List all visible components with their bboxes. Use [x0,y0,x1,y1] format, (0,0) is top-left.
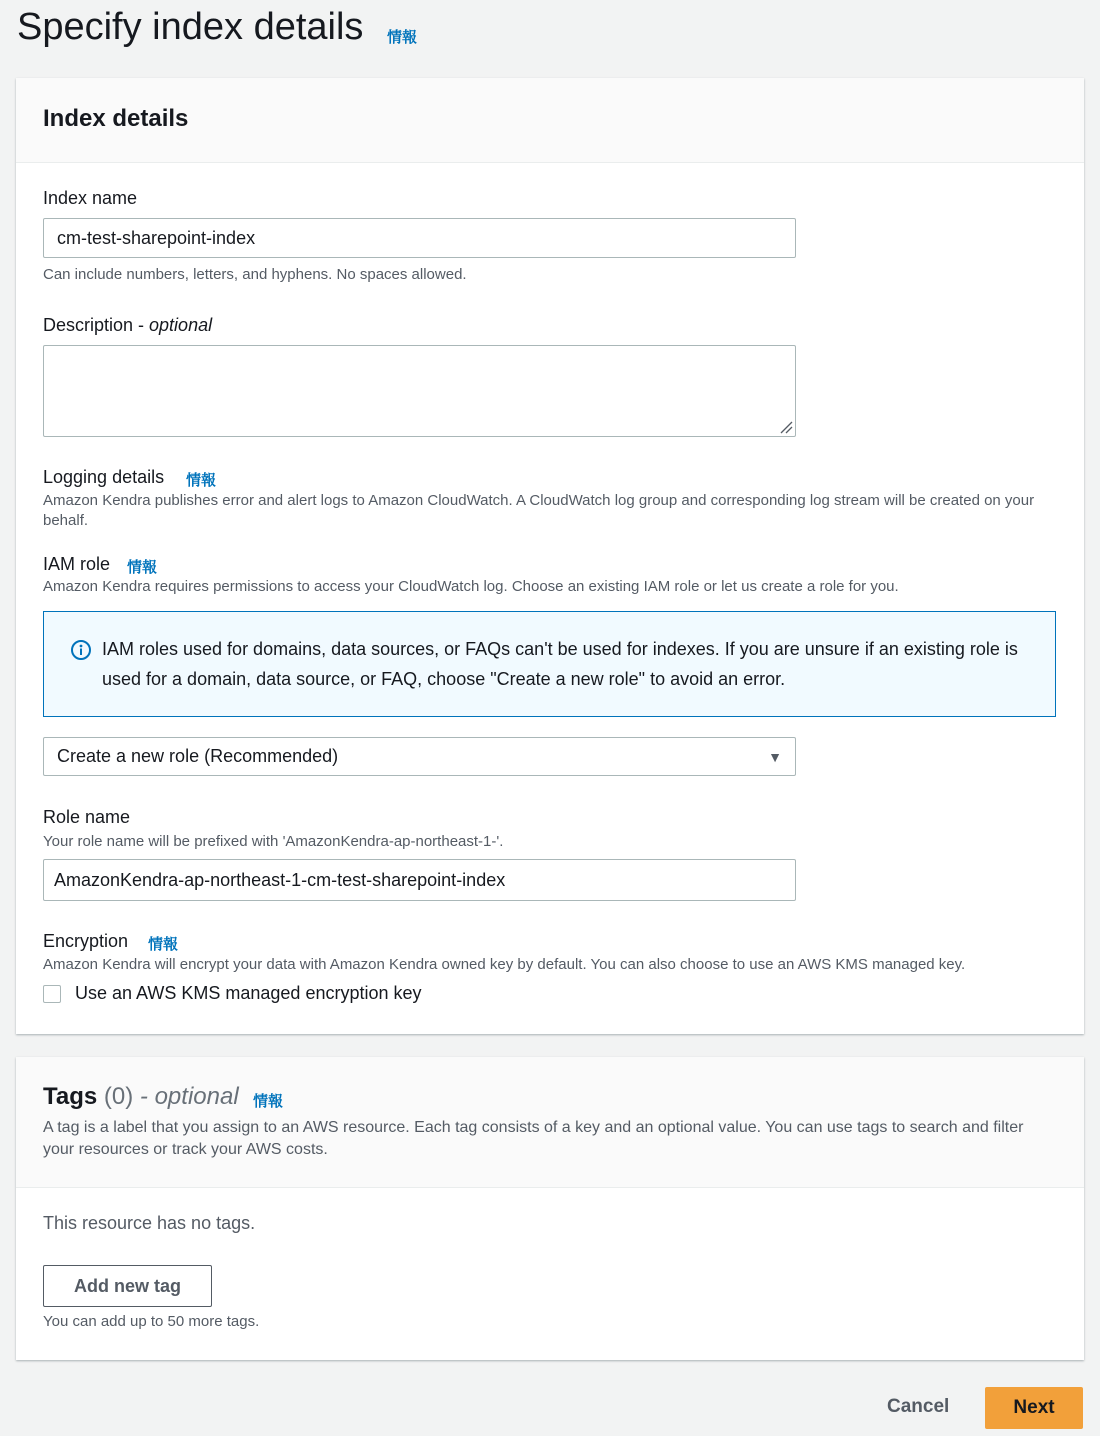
tags-hint: A tag is a label that you assign to an AWS resource. Each tag consists of a key and an optional value. You can use tags to search and filter your resources or track your AWS costs. [43,1119,1024,1158]
logging-hint: Amazon Kendra publishes error and alert logs to Amazon CloudWatch. A CloudWatch log group and corresponding log stream will be created on your behalf. [43,492,1035,529]
tags-panel [16,1057,1084,1360]
alert-text: IAM roles used for domains, data sources, or FAQs can't be used for indexes. If you are unsure if an existing role is used for a domain, data source, or FAQ, choose "Create a new role" to avoid an error. [102,639,1018,689]
panel-heading: Index details [43,105,189,132]
cancel-button[interactable]: Cancel [887,1396,950,1417]
no-tags-text: This resource has no tags. [43,1213,256,1233]
index-name-value: cm-test-sharepoint-index [57,227,256,248]
next-button[interactable]: Next [985,1387,1083,1429]
index-details-panel [16,78,1084,1034]
caret-down-icon: ▼ [768,748,782,765]
encryption-info-link[interactable]: 情報 [148,936,179,953]
page-info-link[interactable]: 情報 [387,29,418,46]
resize-handle-icon[interactable] [779,420,793,434]
index-name-input[interactable] [43,218,796,258]
kms-checkbox[interactable] [43,985,61,1003]
iam-info-link[interactable]: 情報 [127,559,158,576]
logging-label: Logging details [43,467,165,487]
encryption-label: Encryption [43,931,129,951]
logging-info-link[interactable]: 情報 [186,472,217,489]
tags-limit-hint: You can add up to 50 more tags. [43,1313,260,1330]
kms-checkbox-label[interactable]: Use an AWS KMS managed encryption key [75,983,422,1003]
encryption-hint: Amazon Kendra will encrypt your data with Amazon Kendra owned key by default. You can also choose to use an AWS KMS managed key. [43,956,966,973]
role-name-value: AmazonKendra-ap-northeast-1-cm-test-sharepoint-index [54,869,506,890]
add-new-tag-button[interactable]: Add new tag [43,1265,212,1307]
tags-heading: Tags (0) - optional [43,1083,239,1110]
iam-hint: Amazon Kendra requires permissions to access your CloudWatch log. Choose an existing IAM role or let us create a role for you. [43,578,899,595]
index-name-label: Index name [43,188,138,208]
iam-info-alert [43,611,1056,717]
description-textarea[interactable] [43,345,796,437]
tags-info-link[interactable]: 情報 [253,1093,284,1110]
select-value: Create a new role (Recommended) [57,746,339,766]
iam-label: IAM role [43,554,111,574]
info-circle-icon [70,639,92,661]
iam-role-select[interactable] [43,737,796,776]
role-name-label: Role name [43,807,131,827]
description-label: Description - optional [43,315,213,335]
role-name-input[interactable] [43,859,796,901]
index-name-hint: Can include numbers, letters, and hyphens. No spaces allowed. [43,266,467,283]
page-title: Specify index details [17,6,364,48]
role-name-hint: Your role name will be prefixed with 'AmazonKendra-ap-northeast-1-'. [43,833,504,850]
